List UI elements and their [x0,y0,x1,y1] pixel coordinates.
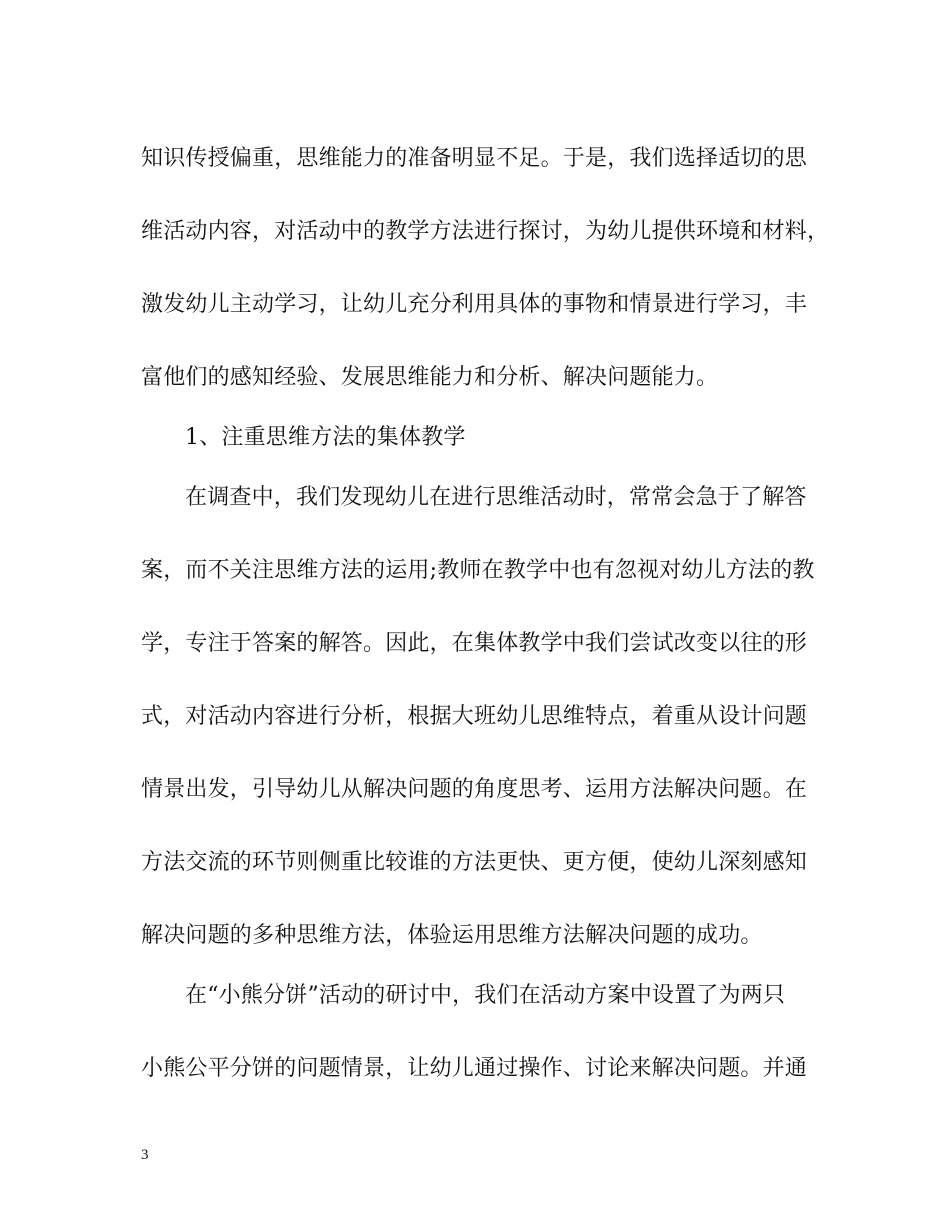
paragraph-line: 案，而不关注思维方法的运用;教师在教学中也有忽视对幼儿方法的教 [141,558,815,583]
paragraph-line: 情景出发，引导幼儿从解决问题的角度思考、运用方法解决问题。在 [141,777,808,802]
paragraph-line: 学，专注于答案的解答。因此，在集体教学中我们尝试改变以往的形 [141,631,808,656]
paragraph-line: 维活动内容，对活动中的教学方法进行探讨，为幼儿提供环境和材料， [141,219,830,244]
paragraph-line: 方法交流的环节则侧重比较谁的方法更快、更方便，使幼儿深刻感知 [141,850,808,875]
paragraph-line: 解决问题的多种思维方法，体验运用思维方法解决问题的成功。 [141,923,763,948]
paragraph-line: 激发幼儿主动学习，让幼儿充分利用具体的事物和情景进行学习，丰 [141,292,808,317]
paragraph-line: 式，对活动内容进行分析，根据大班幼儿思维特点，着重从设计问题 [141,704,808,729]
paragraph-line: 知识传授偏重，思维能力的准备明显不足。于是，我们选择适切的思 [141,146,808,171]
paragraph-line: 富他们的感知经验、发展思维能力和分析、解决问题能力。 [141,365,719,390]
paragraph-line: 小熊公平分饼的问题情景，让幼儿通过操作、讨论来解决问题。并通 [141,1056,808,1081]
paragraph-line: 在调查中，我们发现幼儿在进行思维活动时，常常会急于了解答 [185,485,807,510]
section-heading: 1、注重思维方法的集体教学 [185,425,466,450]
paragraph-line: 在“小熊分饼”活动的研讨中，我们在活动方案中设置了为两只 [185,983,786,1008]
page-number: 3 [141,1147,149,1163]
